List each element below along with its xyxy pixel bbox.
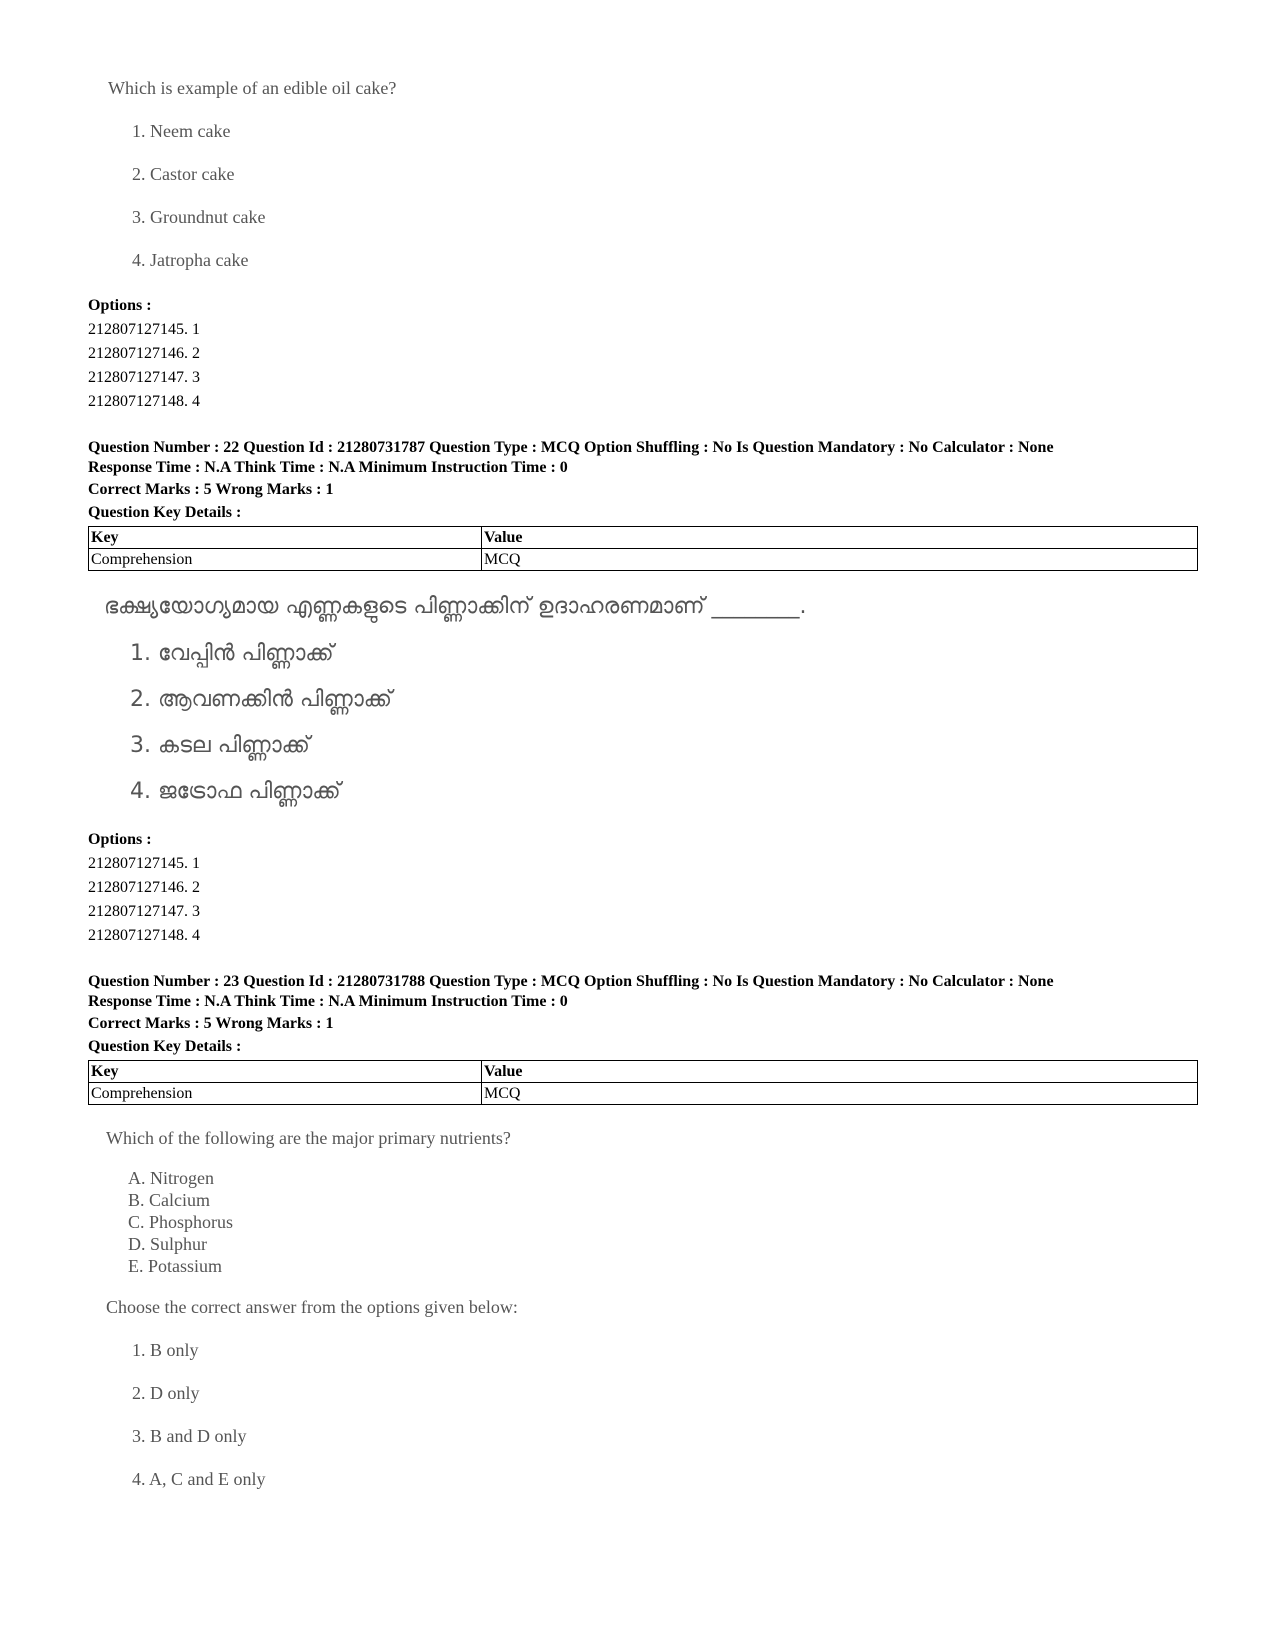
option-id: 212807127147. 3 — [88, 369, 200, 386]
q21-options-block — [88, 294, 200, 414]
question-instruction: Choose the correct answer from the options given below: — [106, 1297, 518, 1317]
table-cell-value: MCQ — [482, 1083, 1198, 1105]
option-3: 3. Groundnut cake — [132, 207, 266, 227]
question-stem: ഭക്ഷ്യയോഗ്യമായ എണ്ണകളുടെ പിണ്ണാക്കിന് ഉദാഹരണമാണ് ________. — [104, 594, 807, 619]
list-item: C. Phosphorus — [128, 1212, 234, 1232]
option-3: 3. കടല പിണ്ണാക്ക് — [130, 733, 310, 758]
option-2: 2. ആവണക്കിൻ പിണ്ണാക്ക് — [130, 687, 392, 712]
question-stem: Which is example of an edible oil cake? — [108, 78, 397, 98]
option-id: 212807127145. 1 — [88, 321, 200, 338]
table-cell-key: Comprehension — [89, 1083, 482, 1105]
option-2: 2. Castor cake — [132, 164, 235, 184]
option-id: 212807127147. 3 — [88, 903, 200, 920]
option-4: 4. A, C and E only — [132, 1469, 266, 1489]
q23-key-table — [88, 1060, 1198, 1105]
q23-marks: Correct Marks : 5 Wrong Marks : 1 — [88, 1015, 334, 1032]
table-header-key: Key — [89, 1061, 482, 1083]
table-cell-key: Comprehension — [89, 549, 482, 571]
table-header-value: Value — [482, 1061, 1198, 1083]
option-1: 1. Neem cake — [132, 121, 231, 141]
q23-meta — [88, 972, 1208, 1012]
q22-marks: Correct Marks : 5 Wrong Marks : 1 — [88, 481, 334, 498]
option-2: 2. D only — [132, 1383, 200, 1403]
q22-key-table — [88, 526, 1198, 571]
list-item: E. Potassium — [128, 1256, 223, 1276]
option-id: 212807127148. 4 — [88, 927, 200, 944]
option-1: 1. വേപ്പിൻ പിണ്ണാക്ക് — [130, 641, 334, 666]
option-4: 4. Jatropha cake — [132, 250, 249, 270]
question-meta-line1: Question Number : 23 Question Id : 21280731788 Question Type : MCQ Option Shuffling : No Is Question Mandatory : No Calculator : None — [88, 973, 1054, 990]
q22-options-block — [88, 828, 200, 948]
q22-meta — [88, 438, 1208, 478]
options-heading: Options : — [88, 297, 152, 314]
option-id: 212807127148. 4 — [88, 393, 200, 410]
question-meta-line2: Response Time : N.A Think Time : N.A Minimum Instruction Time : 0 — [88, 993, 568, 1010]
question-meta-line1: Question Number : 22 Question Id : 21280731787 Question Type : MCQ Option Shuffling : No Is Question Mandatory : No Calculator : None — [88, 439, 1054, 456]
option-4: 4. ജട്രോഫ പിണ്ണാക്ക് — [130, 779, 341, 804]
table-header-value: Value — [482, 527, 1198, 549]
list-item: A. Nitrogen — [128, 1168, 214, 1188]
option-id: 212807127146. 2 — [88, 879, 200, 896]
list-item: D. Sulphur — [128, 1234, 208, 1254]
option-1: 1. B only — [132, 1340, 199, 1360]
option-id: 212807127145. 1 — [88, 855, 200, 872]
question-meta-line2: Response Time : N.A Think Time : N.A Minimum Instruction Time : 0 — [88, 459, 568, 476]
option-3: 3. B and D only — [132, 1426, 247, 1446]
q23-key-details-heading: Question Key Details : — [88, 1038, 242, 1055]
list-item: B. Calcium — [128, 1190, 210, 1210]
table-header-key: Key — [89, 527, 482, 549]
question-stem: Which of the following are the major primary nutrients? — [106, 1128, 511, 1148]
options-heading: Options : — [88, 831, 152, 848]
option-id: 212807127146. 2 — [88, 345, 200, 362]
q22-key-details-heading: Question Key Details : — [88, 504, 242, 521]
table-cell-value: MCQ — [482, 549, 1198, 571]
